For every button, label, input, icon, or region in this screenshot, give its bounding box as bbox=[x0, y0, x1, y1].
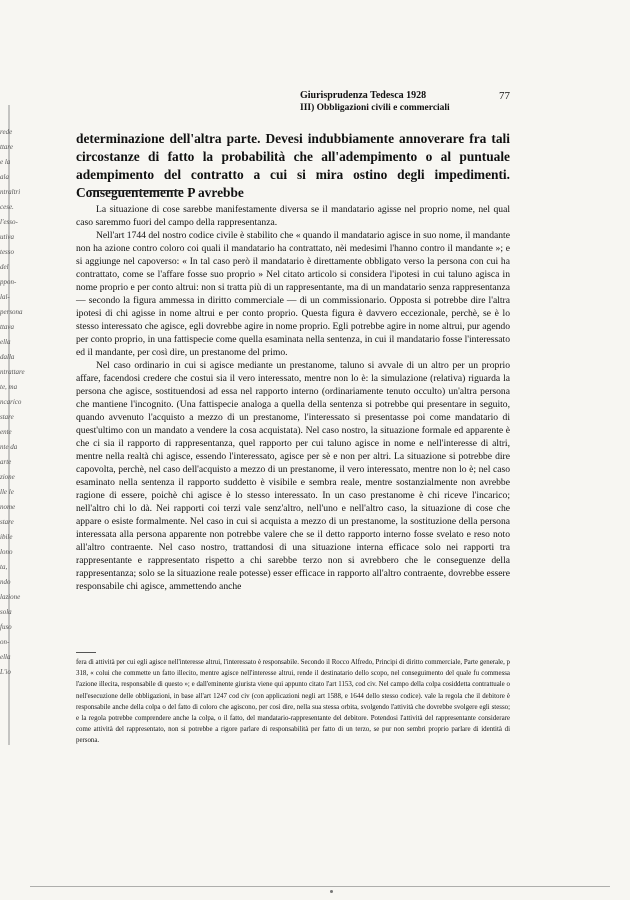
gutter-fragment: ttava bbox=[0, 323, 14, 331]
gutter-fragment: ente bbox=[0, 428, 12, 436]
gutter-fragment: arte bbox=[0, 458, 12, 466]
gutter-fragment: fuso bbox=[0, 623, 12, 631]
gutter-shadow-bar bbox=[8, 105, 10, 745]
gutter-fragment: ta, bbox=[0, 563, 8, 571]
gutter-fragment: e la bbox=[0, 158, 11, 166]
gutter-fragment: lono bbox=[0, 548, 13, 556]
gutter-fragment: L'io bbox=[0, 668, 11, 676]
footnote-rule bbox=[76, 652, 96, 653]
gutter-fragment: lazione bbox=[0, 593, 21, 601]
gutter-fragment: ppon- bbox=[0, 278, 17, 286]
gutter-fragment: on- bbox=[0, 638, 10, 646]
body-paragraph-1: La situazione di cose sarebbe manifestamente diversa se il mandatario agisse nel proprio nome, nel qual caso saremmo fuori del campo della rappresentanza. bbox=[76, 204, 510, 228]
gutter-fragment: sola bbox=[0, 608, 12, 616]
gutter-fragment: ntraltri bbox=[0, 188, 21, 196]
gutter-fragment: ala bbox=[0, 173, 9, 181]
gutter-fragment: zione bbox=[0, 473, 15, 481]
bottom-edge-line bbox=[30, 886, 610, 887]
body-paragraph-3: Nel caso ordinario in cui si agisce mediante un prestanome, taluno si avvale di un altro per un proprio affare, facendosi credere che costui sia il vero interessato, mentre non lo è: la simulazione (relativa) riguarda la persona che agisce, sostituendosi ad essa nel rapporto interno (ordinariamente tenuto occulto) un'altra persona che mantiene l'incognito. (Una fattispecie analoga a quella della sentenza si potrebbe qui presentare in seguito, quando avvenuto l'acquisto a mezzo di un prestanome, l'interessato si presentasse poi come mandatario di quest'ultimo con un mandato a vendere la cosa acquistata). Nel caso nostro, la situazione formale ed apparente è che ci sia il rapporto di rappresentanza, quel rapporto per cui taluno agisce in nome e nell'interesse di altri, mentre nella realtà chi agisce, essendo l'interessato, agisce per sè e non per altri. La situazione si potrebbe dire capovolta, perchè, nel caso dell'acquisto a mezzo di un prestanome, il vero interessato, mentre non lo è; nel caso esaminato nella sentenza il rapporto suddetto è visibile e sembra reale, mentre sostanzialmente non avrebbe ragione di essere, poichè chi agisce è lo stesso interessato. In un caso prestanome è chi riceve l'incarico; nell'altro chi lo dà. Nei rapporti coi terzi vale senz'altro, nell'uno e nell'altro caso, la situazione di cose che appare o esiste formalmente. Nel caso in cui si acquista a mezzo di un prestanome, la sostituzione della persona interessata alla persona apparente non potrebbe valere che se il detto rapporto interno fosse svelato e reso noto all'altro contraente. Nel caso nostro, trattandosi di una situazione interna efficace solo nei rapporti tra rappresentante e rappresentato rispetto a chi sarebbe terzo non si avrebbero che le conseguenze della rappresentanza; solo se la situazione reale potesse) esser efficace in rapporto all'altro contraente, dovrebbe essere responsabile chi agisce, ammettendo anche bbox=[76, 360, 510, 592]
gutter-fragment: nome bbox=[0, 503, 16, 511]
gutter-fragment: stare bbox=[0, 413, 14, 421]
body-paragraph-2: Nell'art 1744 del nostro codice civile è stabilito che « quando il mandatario agisce in suo nome, il mandante non ha azione contro coloro coi quali il mandatario ha contrattato, nèi medesimi l'hanno contro il mandante »; e si aggiunge nel capoverso: « In tal caso però il mandatario è direttamente obbligato verso la persona con cui ha contrattato, come se l'affare fosse suo proprio » Nel citato articolo si considera l'ipotesi in cui taluno agisca in nome proprio e per conto altrui: non si tratta più di un rappresentante, ma di un mandatario senza rappresentanza — secondo la figura ammessa in diritto commerciale — di un commissionario. Opposta si potrebbe dire l'altra ipotesi di chi agisse in nome altrui e per conto proprio. Questa figura è davvero eccezionale, perchè, se è lo stesso interessato che agisce, egli dovrebbe agire in nome proprio. Egli potrebbe agire in nome altrui, pur agendo per conto proprio, in una fattispecie come quella esaminata nella sentenza, in cui il mandatario fosse l'interessato ed il mandante, per così dire, un prestanome del primo. bbox=[76, 230, 510, 358]
gutter-fragment: ndo bbox=[0, 578, 11, 586]
gutter-fragment: persona bbox=[0, 308, 23, 316]
lead-text: determinazione dell'altra parte. Devesi indubbiamente annoverare fra tali circostanze di fatto la probabilità che all'adempimento o al puntuale adempimento del contratto a cui si mira ostino degli impedimenti. Conseguentemente P avrebbe bbox=[76, 131, 510, 200]
gutter-fragment: cese. bbox=[0, 203, 14, 211]
header-title: Giurisprudenza Tedesca 1928 bbox=[300, 90, 427, 101]
gutter-fragment: nte da bbox=[0, 443, 18, 451]
lead-paragraph bbox=[76, 130, 510, 202]
section-rule bbox=[88, 190, 183, 191]
footnote-text: fera di attività per cui egli agisce nell'interesse altrui, l'interessato è responsabile. Secondo il Rocco Alfredo, Principi di diritto commerciale, Parte generale, p 318, « colui che commette un fatto illecito, mentre agisce nell'interesse altrui, rende il destinatario dello scopo, nel conseguimento del quale fu commessa l'azione illecita, responsabile di questo »; e dall'eminente giurista viene qui appunto citato l'art 1153, cod civ. Nel campo della colpa cosiddetta contrattuale o nell'esecuzione delle obbligazioni, in base all'art 1247 cod civ (con applicazioni negli art 1588, e 1644 dello stesso codice). vale la regola che il debitore è responsabile anche della colpa o del fatto di coloro che agiscono, per così dire, nella sua stessa orbita, svolgendo l'attività che dovrebbe svolgere egli stesso; e la regola potrebbe comprendere anche la colpa, o il fatto, del mandatario-rappresentante del debitore. Potendosi l'attività del rappresentante considerare come attività del rappresentato, non si potrebbe a rigore parlare di responsabilità per fatto di un terzo, se pur non sembri proprio parlare di identità di persona. bbox=[76, 659, 510, 745]
gutter-fragment: ntrattare bbox=[0, 368, 25, 376]
body-text bbox=[76, 203, 510, 593]
gutter-fragment: ella bbox=[0, 338, 11, 346]
left-gutter-bleed bbox=[0, 0, 30, 900]
gutter-fragment: dalla bbox=[0, 353, 15, 361]
scan-speck bbox=[330, 890, 333, 893]
gutter-fragment: ibile bbox=[0, 533, 13, 541]
gutter-fragment: lle le bbox=[0, 488, 14, 496]
gutter-fragment: ttare bbox=[0, 143, 13, 151]
footnote bbox=[76, 652, 510, 747]
gutter-fragment: stare bbox=[0, 518, 14, 526]
header-subtitle: III) Obbligazioni civili e commerciali bbox=[300, 103, 450, 113]
gutter-fragment: rede bbox=[0, 128, 13, 136]
gutter-fragment: utiva bbox=[0, 233, 14, 241]
running-header bbox=[300, 90, 510, 114]
gutter-fragment: ncarico bbox=[0, 398, 22, 406]
gutter-fragment: lal- bbox=[0, 293, 10, 301]
gutter-fragment: ella bbox=[0, 653, 11, 661]
gutter-fragment: l'esso- bbox=[0, 218, 18, 226]
page-number: 77 bbox=[499, 90, 510, 102]
gutter-fragment: te, ma bbox=[0, 383, 18, 391]
gutter-fragment: del bbox=[0, 263, 9, 271]
gutter-fragment: tesso bbox=[0, 248, 14, 256]
